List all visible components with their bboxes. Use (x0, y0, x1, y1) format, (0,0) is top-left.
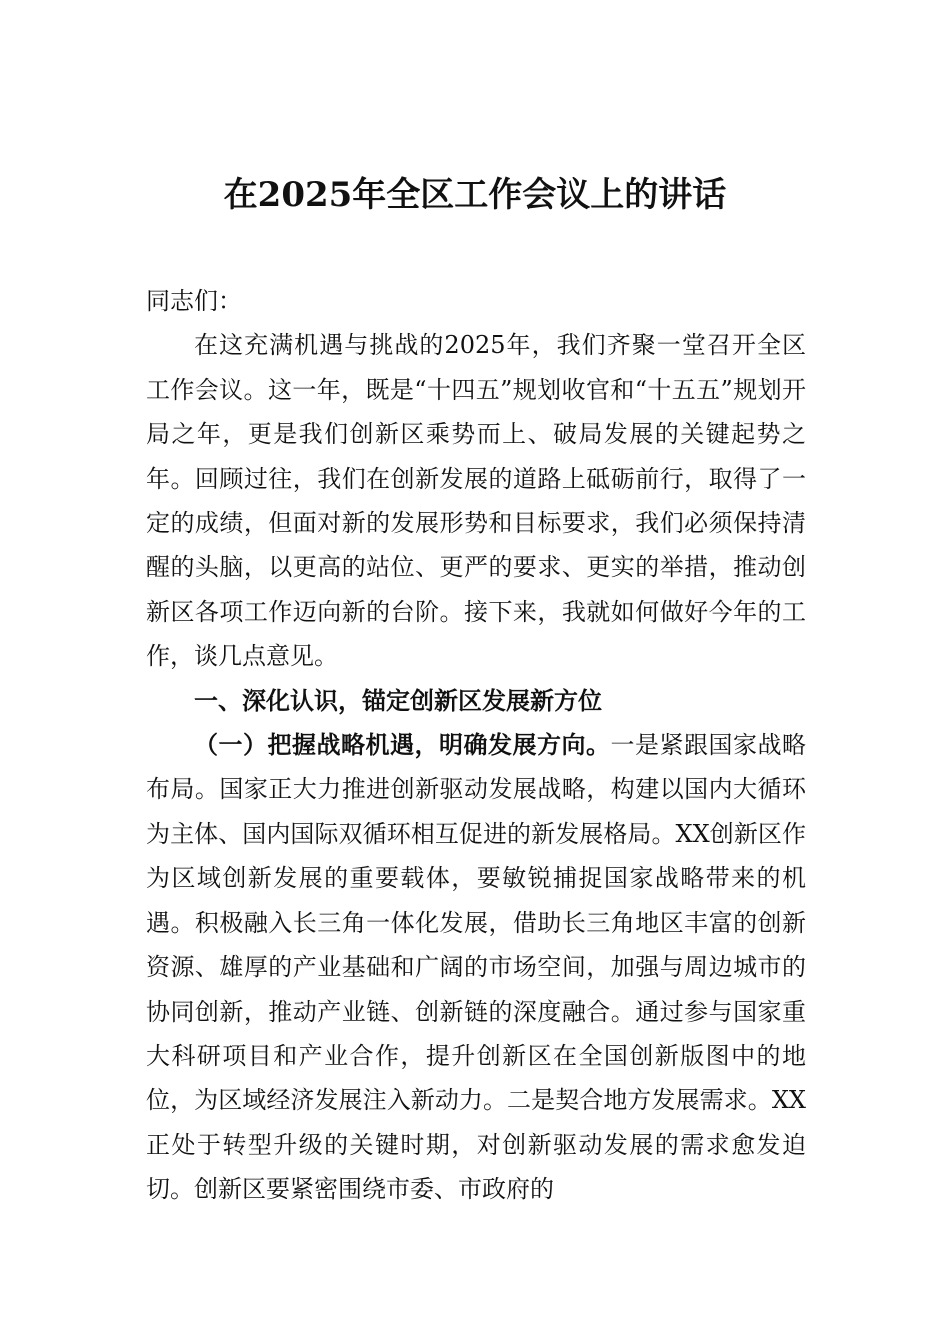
subsection-paragraph-1 (146, 723, 806, 1211)
salutation: 同志们： (146, 287, 242, 315)
section-heading-1: 一、深化认识，锚定创新区发展新方位 (194, 686, 602, 715)
document-title: 在2025年全区工作会议上的讲话 (223, 175, 727, 215)
subsection-body-1: 一是紧跟国家战略布局。国家正大力推进创新驱动发展战略，构建以国内大循环为主体、国内国际双循环相互促进的新发展格局。XX创新区作为区域创新发展的重要载体，要敏锐捕捉国家战略带来的机遇。积极融入长三角一体化发展，借助长三角地区丰富的创新资源、雄厚的产业基础和广阔的市场空间，加强与周边城市的协同创新，推动产业链、创新链的深度融合。通过参与国家重大科研项目和产业合作，提升创新区在全国创新版图中的地位，为区域经济发展注入新动力。二是契合地方发展需求。XX正处于转型升级的关键时期，对创新驱动发展的需求愈发迫切。创新区要紧密围绕市委、市政府的 (146, 731, 806, 1204)
document-body (146, 279, 806, 1212)
intro-paragraph: 在这充满机遇与挑战的2025年，我们齐聚一堂召开全区工作会议。这一年，既是“十四五”规划收官和“十五五”规划开局之年，更是我们创新区乘势而上、破局发展的关键起势之年。回顾过往，我们在创新发展的道路上砥砺前行，取得了一定的成绩，但面对新的发展形势和目标要求，我们必须保持清醒的头脑，以更高的站位、更严的要求、更实的举措，推动创新区各项工作迈向新的台阶。接下来，我就如何做好今年的工作，谈几点意见。 (146, 331, 806, 671)
subsection-heading-1: （一）把握战略机遇，明确发展方向。 (194, 730, 611, 760)
